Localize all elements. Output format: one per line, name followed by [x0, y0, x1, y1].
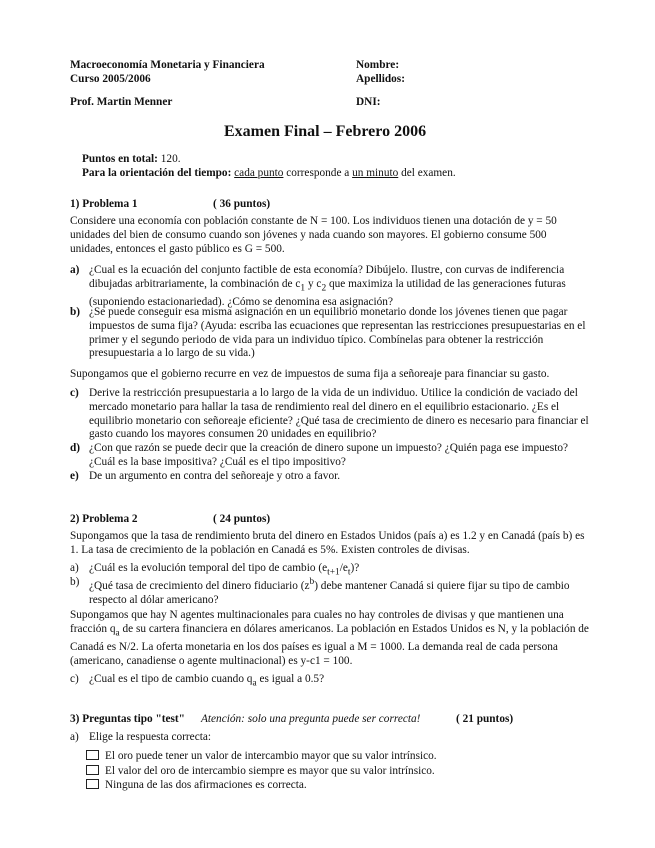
question-text-part: ) debe mantener Canadá si quiere fijar su tipo de cambio respecto al dólar americano? [89, 579, 570, 606]
nombre-label: Nombre: [356, 59, 400, 71]
time-note-label: Para la orientación del tiempo: [82, 167, 232, 179]
question-text: De un argumento en contra del señoreaje y otro a favor. [89, 470, 341, 482]
superscript: b [309, 577, 315, 587]
option-checkbox[interactable] [86, 765, 99, 775]
question-text-part: ¿Cuál es la evolución temporal del tipo de cambio (e [89, 562, 328, 574]
problem1-question-d [70, 442, 590, 470]
problem1-heading: 1) Problema 1 [70, 198, 138, 210]
problem1-intro: Considere una economía con población constante de N = 100. Los individuos tienen una dotación de y = 50 unidades del bien de consumo cuando son jóvenes y nada cuando son mayores. El gobierno consume 500 unidades, entonces el gasto público es G = 500. [70, 215, 557, 255]
question-text-part: es igual a 0.5? [259, 673, 325, 685]
question-text [89, 576, 590, 607]
question-text: Elige la respuesta correcta: [89, 731, 212, 743]
question-label: e) [70, 470, 79, 482]
option-label: Ninguna de las dos afirmaciones es correcta. [105, 779, 307, 791]
problem2-heading: 2) Problema 2 [70, 513, 138, 525]
paragraph-text-part: Supongamos que hay N agentes multinacionales para cuales no hay controles de divisas y que mantienen una fracción q [70, 609, 564, 635]
professor-name: Prof. Martin Menner [70, 96, 173, 108]
option-checkbox[interactable] [86, 779, 99, 789]
question-text-part: que maximiza la utilidad de las generaciones futuras (suponiendo estacionariedad). ¿Cómo se denomina esa asignación? [89, 277, 566, 308]
problem3-question-a [70, 731, 590, 745]
question-label: c) [70, 387, 79, 399]
problem2-question-c [70, 673, 590, 691]
question-text [89, 673, 590, 691]
points-label: Puntos en total: [82, 153, 158, 165]
question-label: b) [70, 306, 81, 318]
problem2-intro: Supongamos que la tasa de rendimiento bruta del dinero en Estados Unidos (país a) es 1.2 y en Canadá (país b) es 1. La tasa de crecimiento de la población en Canadá es 5%. Existen controles de divisas. [70, 530, 585, 556]
question-text: ¿Con que razón se puede decir que la creación de dinero supone un impuesto? ¿Quién paga ese impuesto? ¿Cuál es la base impositiva? ¿Cuál es el tipo impositivo? [89, 442, 568, 468]
problem1-question-c [70, 387, 590, 442]
subscript: a [252, 678, 257, 689]
exam-title: Examen Final – Febrero 2006 [224, 123, 427, 140]
question-text [89, 264, 590, 310]
problem3-attention: Atención: solo una pregunta puede ser correcta! [201, 713, 421, 725]
question-label: c) [70, 673, 79, 685]
problem1-points: ( 36 puntos) [213, 198, 271, 210]
apellidos-label: Apellidos: [356, 73, 405, 85]
subscript: t+1 [327, 567, 340, 578]
question-label: a) [70, 562, 79, 574]
question-label: b) [70, 576, 80, 588]
problem1-middle: Supongamos que el gobierno recurre en vez de impuestos de suma fija a señoreaje para financiar su gasto. [70, 368, 550, 380]
question-text: Derive la restricción presupuestaria a lo largo de la vida de un individuo. Utilice la condición de vaciado del mercado monetario para hallar la tasa de rendimiento real del dinero en el equilibrio estacionario. ¿Es el equilibrio monetario con señoreaje eficiente? ¿Qué tasa de crecimiento de dinero es necesario para financiar el gasto cuando los mayores consumen 20 unidades en equilibrio? [89, 387, 589, 441]
subscript: 2 [321, 283, 327, 294]
problem3-points: ( 21 puntos) [456, 713, 514, 725]
problem2-question-b [70, 576, 590, 607]
question-label: d) [70, 442, 81, 454]
question-text-part: ¿Qué tasa de crecimiento del dinero fiduciario (z [89, 579, 310, 592]
subscript: t [347, 567, 351, 578]
question-text-part: ¿Cual es la ecuación del conjunto factible de esta economía? Dibújelo. Ilustre, con curvas de indiferencia dibujadas arbitrariamente, la combinación de c [89, 264, 565, 290]
question-text-part: ¿Cual es el tipo de cambio cuando q [89, 673, 253, 685]
option-label: El valor del oro de intercambio siempre es mayor que su valor intrínsico. [105, 765, 435, 777]
points-line [82, 153, 181, 165]
points-value: 120. [160, 153, 181, 165]
option-label: El oro puede tener un valor de intercambio mayor que su valor intrínsico. [105, 750, 437, 762]
option-row[interactable] [86, 750, 437, 762]
time-note-part3: un minuto [352, 167, 399, 179]
course-name: Macroeconomía Monetaria y Financiera [70, 59, 265, 71]
question-label: a) [70, 731, 79, 743]
question-text-part: /e [339, 562, 348, 574]
paragraph-text-part: de su cartera financiera en dólares americanos. La población en Estados Unidos es N, y la población de Canadá es N/2. La oferta monetaria en los dos países es igual a M = 1000. La demanda real de cada persona (americano, canadiense o agente multinacional) es y-c1 = 100. [70, 622, 589, 667]
problem1-question-b [70, 306, 590, 361]
course-year: Curso 2005/2006 [70, 73, 151, 85]
problem1-question-a [70, 264, 590, 310]
dni-label: DNI: [356, 96, 381, 108]
time-note-part2: corresponde a [286, 167, 350, 179]
time-note-part4: del examen. [401, 167, 456, 179]
question-text-part: )? [350, 562, 360, 574]
problem3-heading: 3) Preguntas tipo "test" [70, 713, 185, 725]
question-text-part: y c [307, 277, 322, 290]
problem2-points: ( 24 puntos) [213, 513, 271, 525]
subscript: a [115, 628, 120, 639]
option-row[interactable] [86, 779, 307, 791]
problem2-middle [70, 609, 590, 668]
time-note [82, 167, 456, 179]
option-checkbox[interactable] [86, 750, 99, 760]
question-text: ¿Se puede conseguir esa misma asignación en un equilibrio monetario donde los jóvenes tienen que pagar impuestos de suma fija? (Ayuda: escriba las ecuaciones que representan las restricciones presupuestarias en el primer y el segundo periodo de vida para un individuo típico. Combínelas para obtener la restricción presupuestaria a lo largo de su vida.) [89, 306, 586, 360]
subscript: 1 [300, 283, 306, 294]
question-label: a) [70, 264, 80, 276]
problem1-question-e [70, 470, 590, 484]
option-row[interactable] [86, 765, 435, 777]
time-note-part1: cada punto [234, 167, 284, 179]
